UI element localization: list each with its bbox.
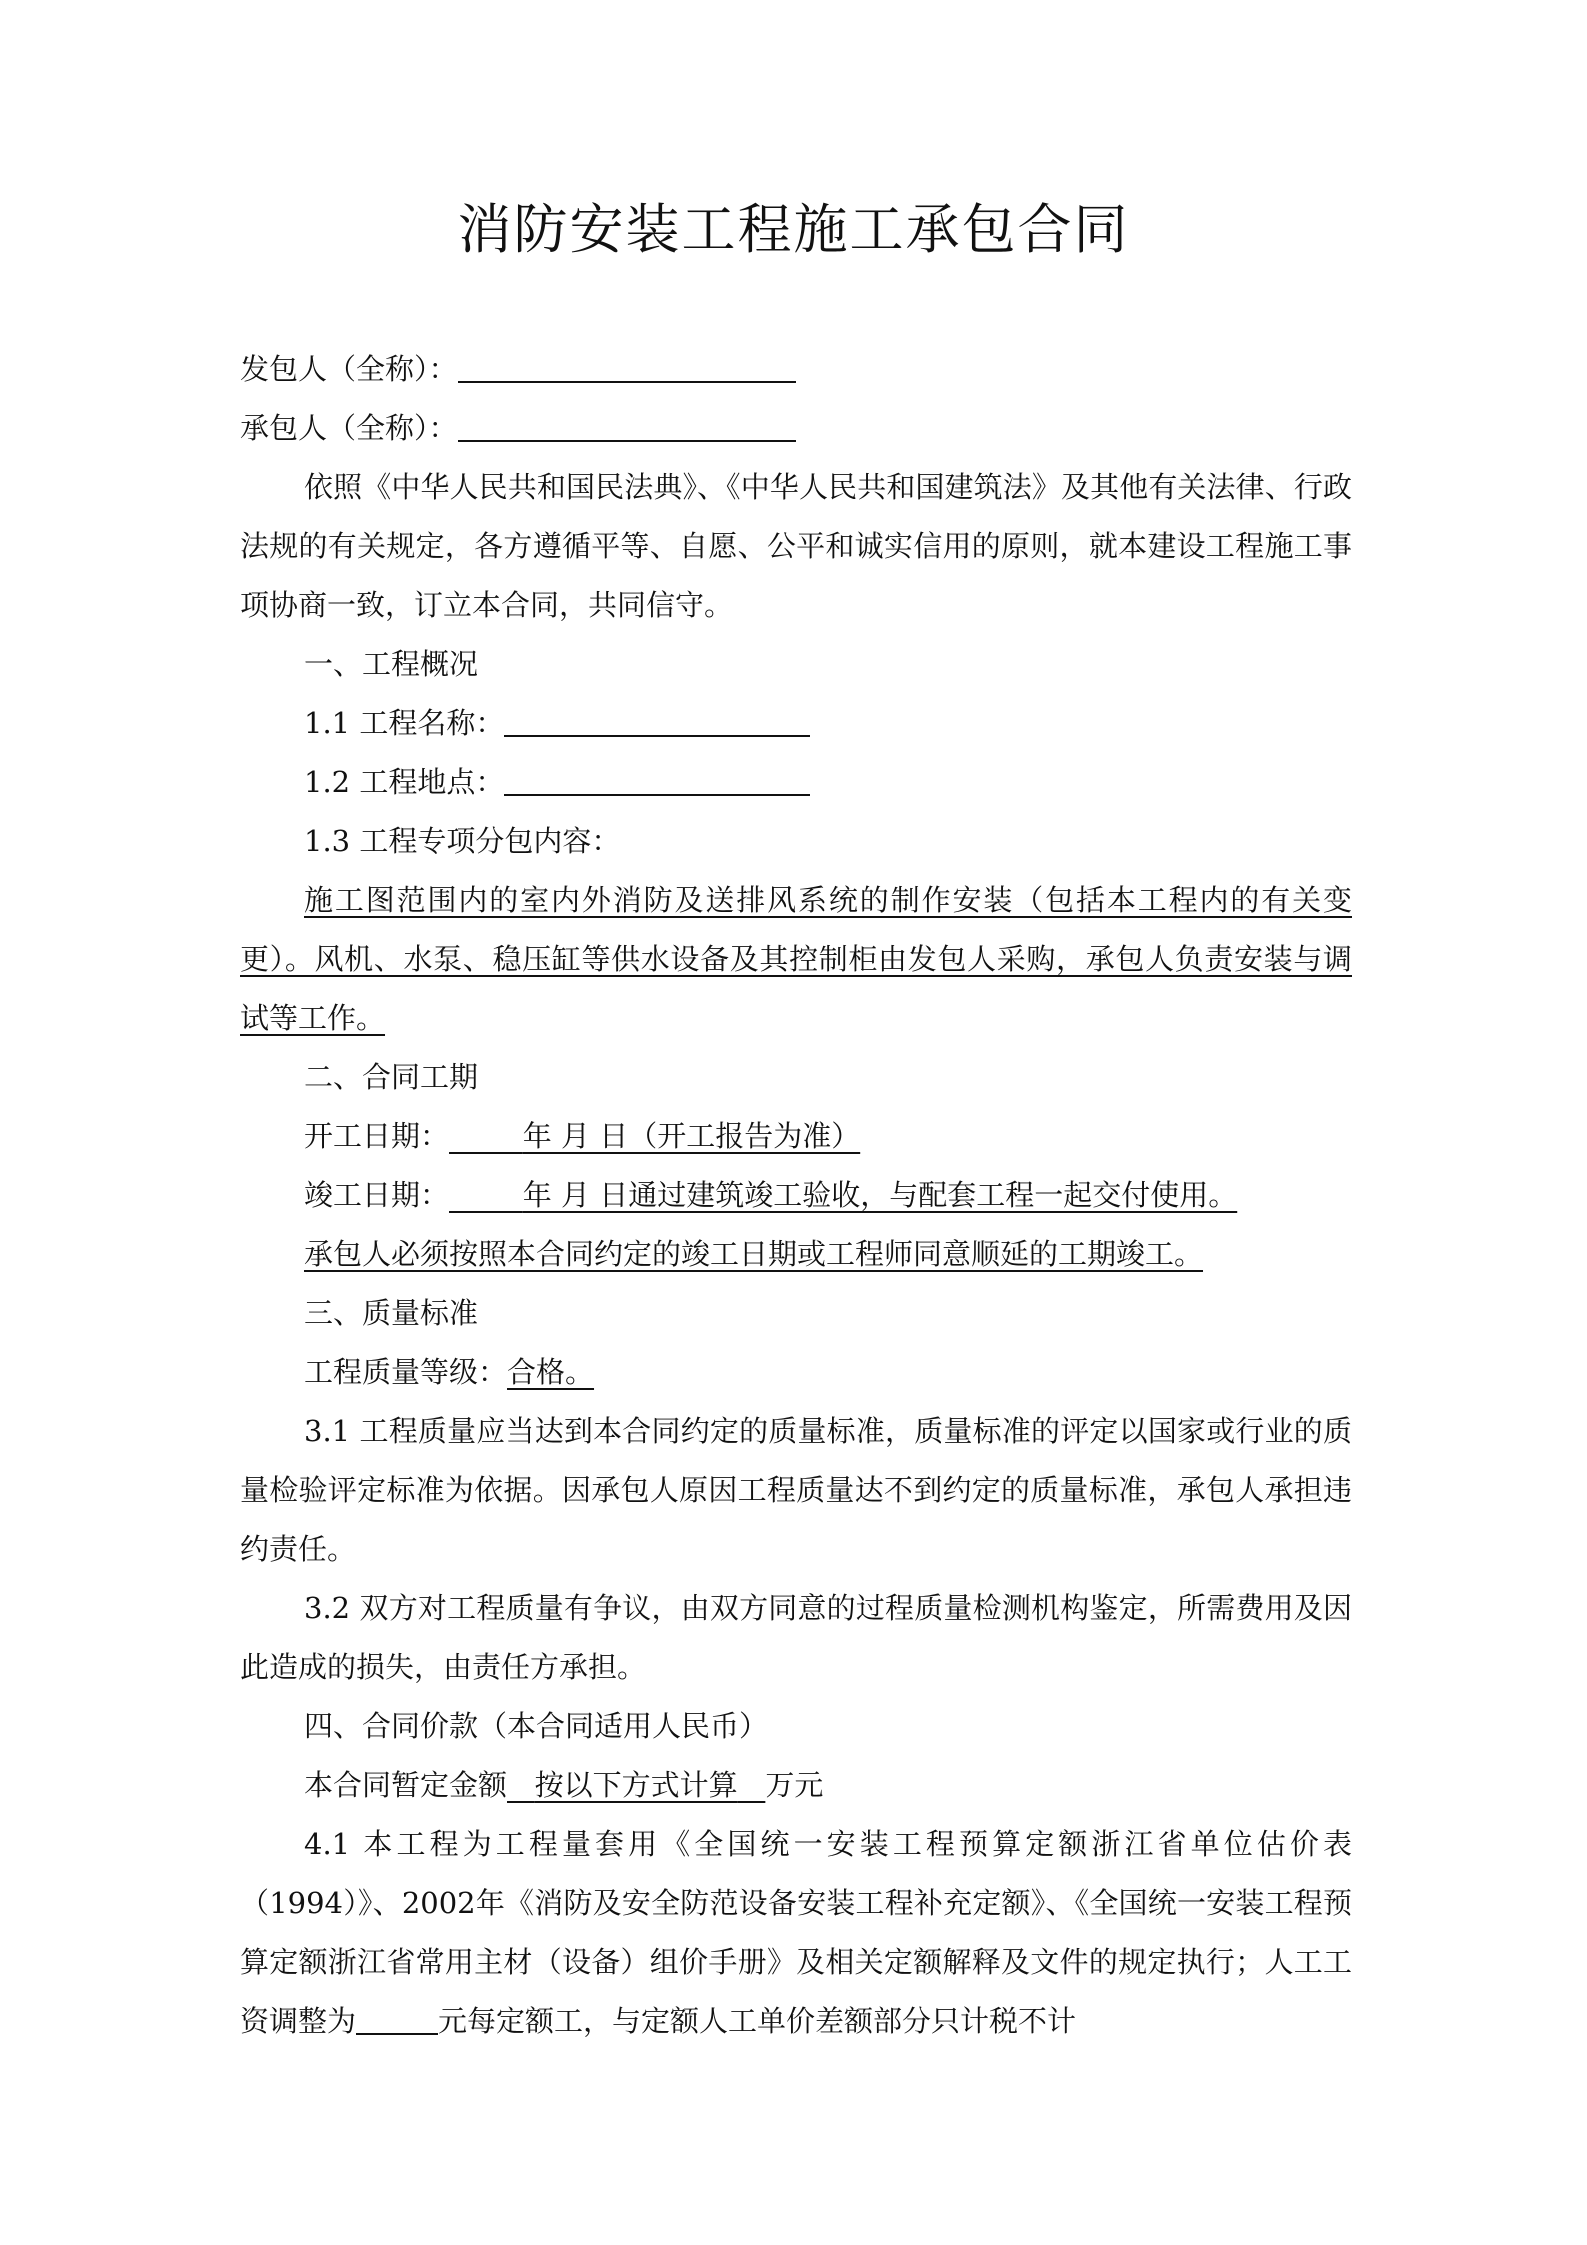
contractor-line <box>240 399 1352 458</box>
section1-heading: 一、工程概况 <box>304 647 479 681</box>
project-name-field[interactable] <box>504 699 810 737</box>
clause-3-1: 3.1 工程质量应当达到本合同约定的质量标准，质量标准的评定以国家或行业的质量检验评定标准为依据。因承包人原因工程质量达不到约定的质量标准，承包人承担违约责任。 <box>240 1414 1352 1566</box>
end-date-label: 竣工日期： <box>304 1178 450 1212</box>
clause-4-1-text: 4.1 本工程为工程量套用《全国统一安装工程预算定额浙江省单位估价表（1994）》、2002年《消防及安全防范设备安装工程补充定额》、《全国统一安装工程预算定额浙江省常用主材（设备）组价手册》及相关定额解释及文件的规定执行；人工工资调整为 <box>240 1827 1352 2038</box>
section4-heading: 四、合同价款（本合同适用人民币） <box>304 1709 769 1743</box>
start-date-line <box>240 1107 1352 1166</box>
contract-amount-line <box>240 1756 1352 1815</box>
contract-amount-unit: 万元 <box>765 1768 824 1802</box>
section2-heading: 二、合同工期 <box>304 1060 479 1094</box>
employer-name-field[interactable] <box>458 345 796 383</box>
end-date-line <box>240 1166 1352 1225</box>
clause-3-2: 3.2 双方对工程质量有争议，由双方同意的过程质量检测机构鉴定，所需费用及因此造成的损失，由责任方承担。 <box>240 1591 1352 1684</box>
employer-label: 发包人（全称）： <box>240 352 458 386</box>
project-name-label: 1.1 工程名称： <box>304 706 505 740</box>
scope-label: 1.3 工程专项分包内容： <box>304 824 621 858</box>
employer-line <box>240 340 1352 399</box>
contractor-name-field[interactable] <box>458 404 796 442</box>
contract-body <box>240 340 1352 2051</box>
preamble: 依照《中华人民共和国民法典》、《中华人民共和国建筑法》及其他有关法律、行政法规的有关规定，各方遵循平等、自愿、公平和诚实信用的原则，就本建设工程施工事项协商一致，订立本合同，共同信守。 <box>240 470 1352 622</box>
quality-grade-label: 工程质量等级： <box>304 1355 508 1389</box>
document-title: 消防安装工程施工承包合同 <box>457 198 1130 261</box>
schedule-note <box>240 1225 1352 1284</box>
contract-amount-value: 按以下方式计算 <box>534 1768 738 1802</box>
section3-heading: 三、质量标准 <box>304 1296 479 1330</box>
quality-grade-value: 合格。 <box>507 1355 595 1389</box>
scope-text-underlined: 施工图范围内的室内外消防及送排风系统的制作安装（包括本工程内的有关变更）。风机、水泵、稳压缸等供水设备及其控制柜由发包人采购，承包人负责安装与调试等工作。 <box>240 883 1352 1035</box>
schedule-note-text: 承包人必须按照本合同约定的竣工日期或工程师同意顺延的工期竣工。 <box>304 1237 1204 1271</box>
project-location-line <box>240 753 1352 812</box>
contractor-label: 承包人（全称）： <box>240 411 458 445</box>
project-name-line <box>240 694 1352 753</box>
start-date-label: 开工日期： <box>304 1119 450 1153</box>
clause-4-1 <box>240 1815 1352 2051</box>
clause-4-1-text-cont: 元每定额工，与定额人工单价差额部分只计税不计 <box>438 2004 1077 2038</box>
scope-text <box>240 871 1352 1048</box>
end-date-value: 年 月 日通过建筑竣工验收，与配套工程一起交付使用。 <box>522 1178 1238 1212</box>
project-location-field[interactable] <box>504 758 810 796</box>
start-date-value: 年 月 日（开工报告为准） <box>522 1119 861 1153</box>
quality-grade-line <box>240 1343 1352 1402</box>
wage-field[interactable] <box>356 1997 438 2035</box>
project-location-label: 1.2 工程地点： <box>304 765 505 799</box>
contract-amount-label: 本合同暂定金额 <box>304 1768 508 1802</box>
